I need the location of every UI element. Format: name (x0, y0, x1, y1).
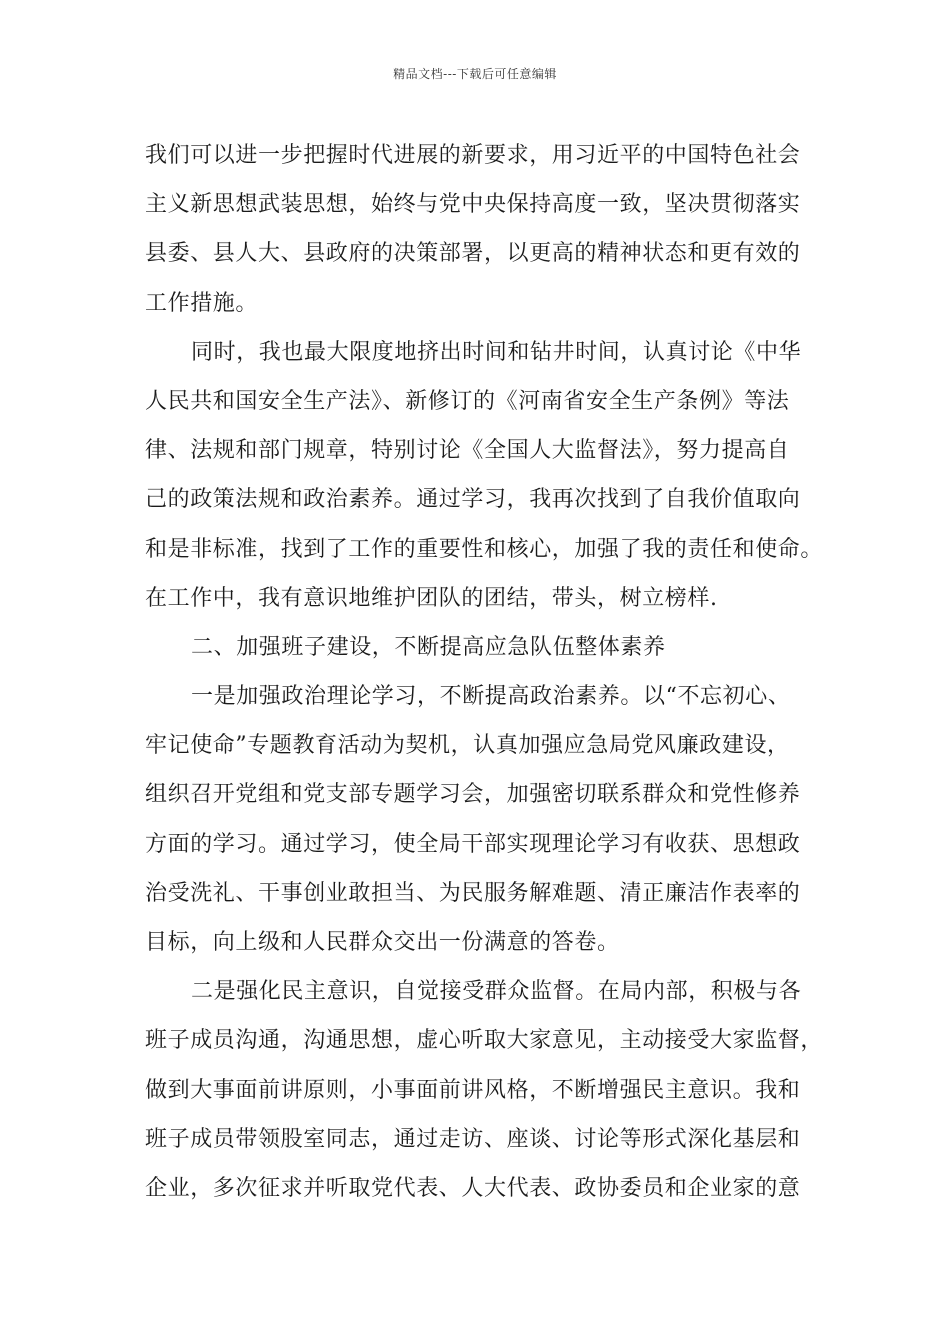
text-line: 县委、县人大、县政府的决策部署，以更高的精神状态和更有效的 (145, 241, 801, 267)
document-body (145, 131, 824, 1213)
text-line: 己的政策法规和政治素养。通过学习，我再次找到了自我价值取向 (145, 487, 801, 513)
page-header: 精品文档---下载后可任意编辑 (393, 67, 557, 81)
section-heading (145, 623, 815, 672)
text-line: 在工作中，我有意识地维护团队的团结，带头，树立榜样. (145, 585, 718, 611)
text-line: 班子成员带领股室同志，通过走访、座谈、讨论等形式深化基层和 (145, 1126, 801, 1152)
text-line: 工作措施。 (145, 290, 259, 316)
text-line: 组织召开党组和党支部专题学习会，加强密切联系群众和党性修养 (145, 782, 801, 808)
text-line: 律、法规和部门规章，特别讨论《全国人大监督法》，努力提高自 (145, 438, 790, 464)
text-line: 班子成员沟通，沟通思想，虚心听取大家意见，主动接受大家监督， (145, 1028, 824, 1054)
paragraph (145, 131, 815, 328)
paragraph (145, 967, 824, 1213)
paragraph (145, 328, 824, 623)
text-line: 治受洗礼、干事创业敢担当、为民服务解难题、清正廉洁作表率的 (145, 880, 801, 906)
paragraph (145, 672, 815, 967)
text-line: 二、加强班子建设，不断提高应急队伍整体素养 (191, 634, 666, 660)
text-line: 和是非标准，找到了工作的重要性和核心，加强了我的责任和使命。 (145, 536, 824, 562)
text-line: 二是强化民主意识，自觉接受群众监督。在局内部，积极与各 (191, 979, 802, 1005)
text-line: 主义新思想武装思想，始终与党中央保持高度一致，坚决贯彻落实 (145, 192, 801, 218)
text-line: 企业，多次征求并听取党代表、人大代表、政协委员和企业家的意 (145, 1175, 801, 1201)
text-line: 我们可以进一步把握时代进展的新要求，用习近平的中国特色社会 (145, 143, 801, 168)
text-line: 同时，我也最大限度地挤出时间和钻井时间，认真讨论《中华 (191, 339, 802, 365)
text-line: 做到大事面前讲原则，小事面前讲风格，不断增强民主意识。我和 (145, 1077, 801, 1103)
text-line: 目标，向上级和人民群众交出一份满意的答卷。 (145, 930, 620, 955)
text-line: 牢记使命”专题教育活动为契机，认真加强应急局党风廉政建设， (145, 733, 790, 759)
text-line: 人民共和国安全生产法》、新修订的《河南省安全生产条例》等法 (145, 388, 790, 414)
text-line: 一是加强政治理论学习，不断提高政治素养。以“不忘初心、 (191, 684, 791, 710)
text-line: 方面的学习。通过学习，使全局干部实现理论学习有收获、思想政 (145, 831, 801, 857)
